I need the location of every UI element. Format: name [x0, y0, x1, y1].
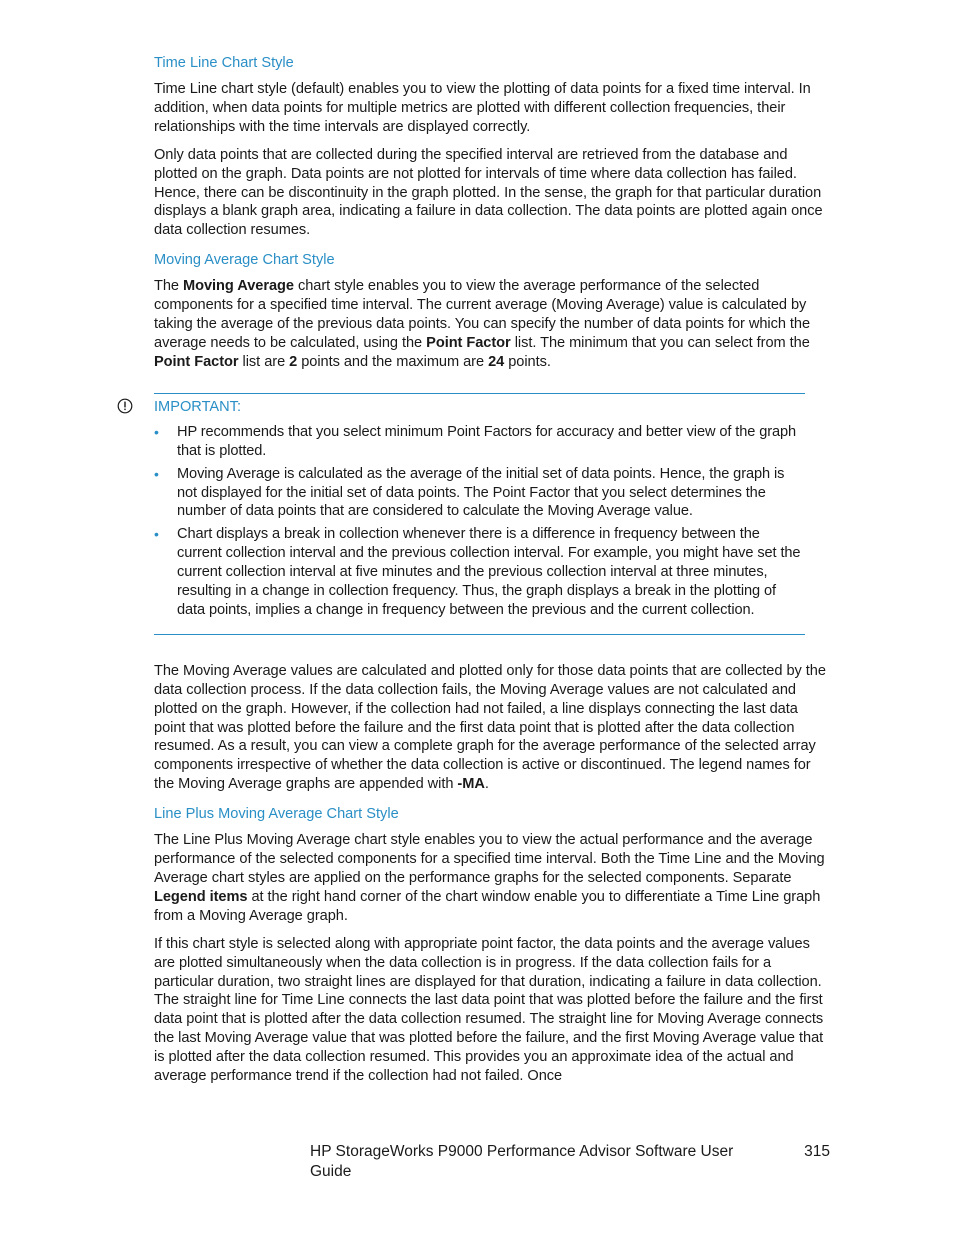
moving-average-paragraph — [154, 277, 830, 372]
heading-line-plus-moving-average-chart-style: Line Plus Moving Average Chart Style — [154, 806, 399, 823]
moving-average-values-paragraph — [154, 662, 830, 794]
bold-ma-suffix: -MA — [457, 776, 485, 793]
exclamation-circle-icon — [117, 398, 133, 414]
heading-time-line-chart-style: Time Line Chart Style — [154, 55, 294, 71]
list-item — [154, 423, 805, 461]
heading-moving-average-chart-style: Moving Average Chart Style — [154, 252, 335, 269]
list-item — [154, 525, 805, 620]
timeline-paragraph-2: Only data points that are collected during the specified interval are retrieved from the database and plotted on the graph. Data points are not plotted for intervals of time where data collection has failed. Hence, there can be discontinuity in the graph plotted. In the sense, the graph for that particular duration displays a blank graph area, indicating a failure in data collection. The data points are plotted again once data collection resumes. — [154, 146, 823, 239]
important-note-box — [154, 393, 805, 635]
footer-page-number: 315 — [804, 1143, 830, 1160]
bold-min-value: 2 — [289, 353, 298, 370]
bold-point-factor: Point Factor — [154, 353, 239, 370]
list-item-text: HP recommends that you select minimum Point Factors for accuracy and better view of the graph that is plotted. — [177, 423, 797, 459]
text-run: The Moving Average values are calculated and plotted only for those data points that are collected by the data collection process. If the data collection fails, the Moving Average values are not calculated and plotted on the graph. However, if the collection had not failed, a line displays connecting the last data point that was plotted before the failure and the first data point that is plotted after the data collection resumed. As a result, you can view a complete graph for the average performance of the selected array components irrespective of whether the data collection is active or discontinued. The legend names for the Moving Average graphs are appended with — [154, 662, 826, 793]
bullet-dot: • — [154, 465, 159, 482]
timeline-paragraph-1: Time Line chart style (default) enables you to view the plotting of data points for a fixed time interval. In addition, when data points for multiple metrics are plotted with different collection frequencies, their relationships with the time intervals are displayed correctly. — [154, 81, 811, 135]
footer-guide-title: HP StorageWorks P9000 Performance Advisor Software User Guide — [310, 1143, 734, 1180]
bullet-dot: • — [154, 423, 159, 440]
page-content — [154, 52, 830, 1095]
bold-legend-items: Legend items — [154, 888, 248, 905]
text-run: list are — [238, 353, 290, 370]
line-plus-paragraph-1 — [154, 831, 830, 926]
list-item-text: Chart displays a break in collection whenever there is a difference in frequency between the current collection interval and the previous collection interval. For example, you might have set the current collection interval at five minutes and the previous collection interval at three minutes, resulting in a change in collection frequency. Thus, the graph displays a break in the plotting of data points, implies a change in frequency between the previous and the current collection. — [177, 526, 801, 618]
list-item — [154, 465, 805, 522]
line-plus-paragraph-2: If this chart style is selected along with appropriate point factor, the data points and the average values are plotted simultaneously when the data collection is in progress. If the data collection fails for a particular duration, two straight lines are displayed for that duration, indicating a failure in data collection. The straight line for Time Line connects the last data point that was plotted before the failure and the first data point that is plotted after the data collection resumed. The straight line for Moving Average connects the last Moving Average value that was plotted before the failure, and the first Moving Average value that is plotted after the data collection resumed. This provides you an approximate idea of the actual and average performance trend if the collection had not failed. Once — [154, 935, 824, 1085]
text-run: at the right hand corner of the chart window enable you to differentiate a Time Line graph from a Moving Average graph. — [154, 888, 821, 924]
bold-point-factor: Point Factor — [426, 334, 511, 351]
text-run: The Line Plus Moving Average chart style enables you to view the actual performance and the average performance of the selected components for a specified time interval. Both the Time Line and the Moving Average chart styles are applied on the performance graphs for the selected components. Separate — [154, 832, 825, 886]
text-run: The — [154, 278, 184, 295]
bullet-dot: • — [154, 526, 159, 543]
text-run: chart style enables you to view the average performance of the selected components for a specified time interval. The current average (Moving Average) value is calculated by taking the average of the previous data points. You can specify the number of data points for which the average needs to be calculated, using the — [154, 278, 811, 351]
text-run: points. — [504, 353, 551, 370]
list-item-text: Moving Average is calculated as the average of the initial set of data points. Hence, the graph is not displayed for the initial set of data points. The Point Factor that you select determines the number of data points that are considered to calculate the Moving Average value. — [177, 465, 785, 520]
bold-moving-average: Moving Average — [183, 278, 294, 295]
important-bullet-list — [154, 423, 805, 620]
important-heading — [154, 397, 805, 417]
text-run: . — [484, 776, 489, 793]
important-label: IMPORTANT: — [154, 398, 242, 415]
bold-max-value: 24 — [488, 353, 505, 370]
page-footer — [310, 1142, 830, 1182]
text-run: points and the maximum are — [297, 353, 489, 370]
text-run: list. The minimum that you can select from the — [510, 334, 810, 351]
